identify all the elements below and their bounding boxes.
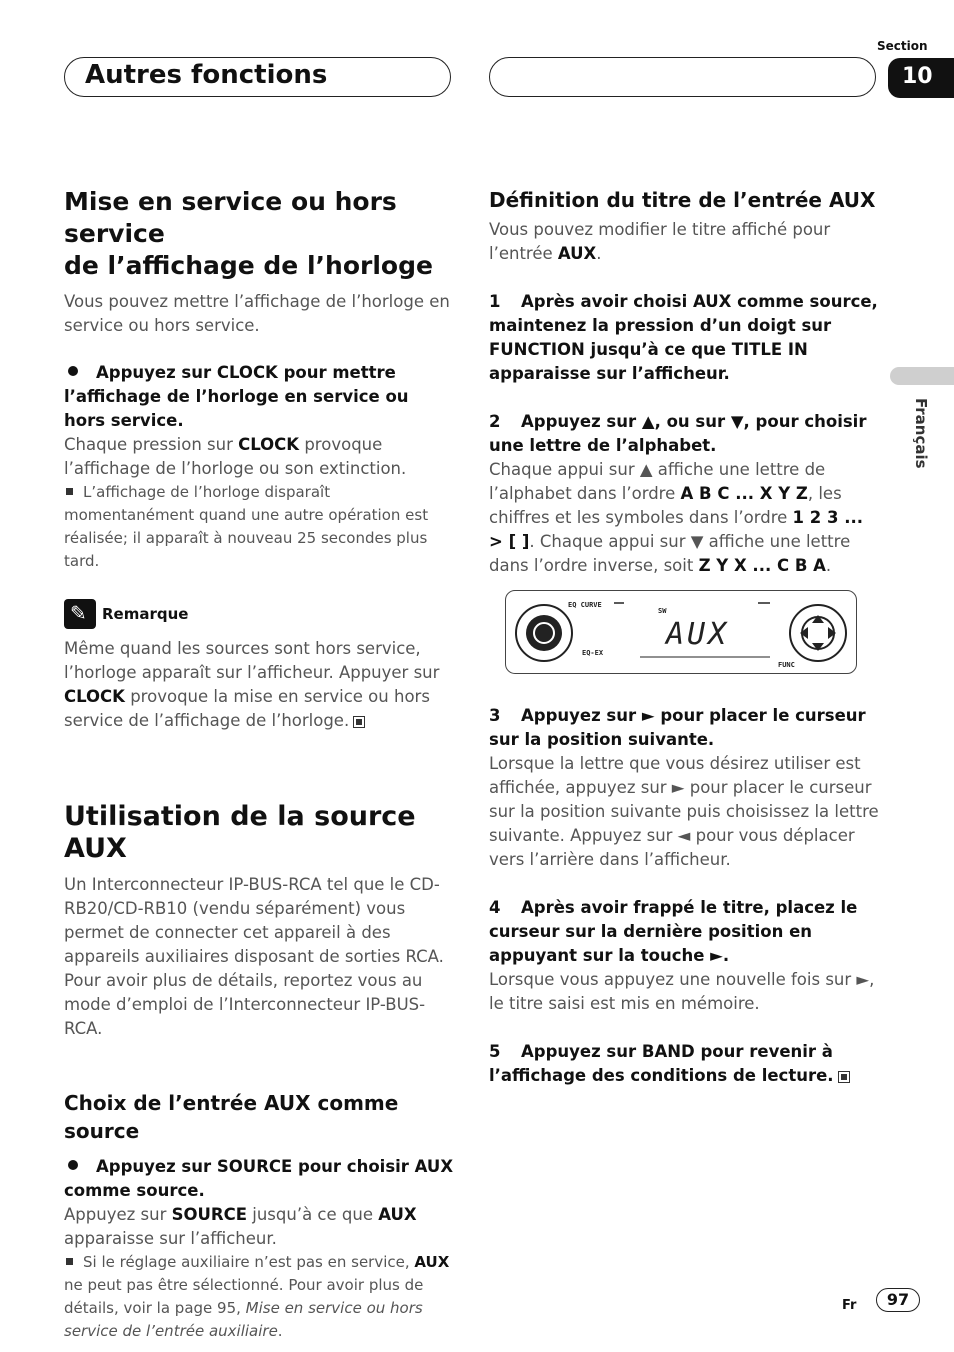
choice-desc-bold1: SOURCE: [171, 1205, 248, 1224]
note-square-icon: [66, 488, 73, 495]
clock-title-line2: de l’affichage de l’horloge: [64, 251, 433, 280]
step-2-text: Appuyez sur ▲, ou sur ▼, pour choisir une lettre de l’alphabet.: [489, 412, 867, 455]
clock-step: [64, 361, 454, 433]
section-number: 10: [888, 58, 954, 98]
remark-text: [64, 637, 454, 733]
step-4: [489, 896, 879, 968]
step-1-number: 1: [489, 292, 501, 311]
lcd-main-text: AUX: [666, 617, 730, 652]
step-3-number: 3: [489, 706, 501, 725]
choice-step-text: Appuyez sur SOURCE pour choisir AUX comme source.: [64, 1157, 454, 1200]
page-title: Autres fonctions: [85, 60, 328, 90]
bullet-icon: [68, 366, 78, 376]
step-2: [489, 410, 879, 458]
language-tab: [890, 367, 954, 385]
step-2-desc-d: . Chaque appui sur ▼ affiche une lettre dans l’ordre inverse, soit: [489, 532, 851, 575]
end-mark-icon: [838, 1071, 850, 1083]
aux-intro: Un Interconnecteur IP-BUS-RCA tel que le CD-RB20/CD-RB10 (vendu séparément) vous permet de connecter cet appareil à des appareils auxiliaires disposant de sorties RCA. Pour avoir plus de détails, reportez vous au mode d’emploi de l’Interconnecteur IP-BUS-RCA.: [64, 875, 444, 1038]
step-2-desc-b1: A B C ... X Y Z: [680, 484, 808, 503]
pencil-icon: [64, 599, 96, 629]
step-3: [489, 704, 879, 752]
remark-text-pre: Même quand les sources sont hors service, l’horloge apparaît sur l’afficheur. Appuyer sur: [64, 639, 440, 682]
bullet-icon: [68, 1160, 78, 1170]
step-5: [489, 1040, 879, 1088]
choice-note-bold: AUX: [414, 1253, 450, 1271]
step-4-desc: Lorsque vous appuyez une nouvelle fois sur ►, le titre saisi est mis en mémoire.: [489, 970, 875, 1013]
language-label: Français: [912, 398, 930, 469]
choice-note-post: .: [277, 1322, 283, 1340]
lcd-display-illustration: [505, 590, 857, 674]
choice-step: [64, 1155, 454, 1203]
clock-desc-pre: Chaque pression sur: [64, 435, 239, 454]
clock-desc-bold: CLOCK: [238, 435, 300, 454]
remark-text-post: provoque la mise en service ou hors service de l’affichage de l’horloge.: [64, 687, 430, 730]
choice-desc-mid: jusqu’à ce que: [247, 1205, 379, 1224]
lcd-sw: SW: [658, 607, 667, 615]
clock-intro: Vous pouvez mettre l’affichage de l’horloge en service ou hors service.: [64, 292, 450, 335]
step-4-number: 4: [489, 898, 501, 917]
step-2-number: 2: [489, 412, 501, 431]
aux-section-title: Utilisation de la source AUX: [64, 801, 416, 864]
step-2-desc: [489, 458, 879, 578]
right-column-lower: [489, 704, 879, 1088]
choice-note-mid: ne peut pas être sélectionné. Pour avoir plus de détails, voir la page 95,: [64, 1276, 424, 1317]
left-column: [64, 186, 454, 1343]
remark-text-bold: CLOCK: [64, 687, 125, 706]
end-mark-icon: [353, 716, 365, 728]
section-label: Section: [877, 39, 928, 53]
choice-note-pre: Si le réglage auxiliaire n’est pas en service,: [83, 1253, 415, 1271]
clock-note-text: L’affichage de l’horloge disparaît momentanément quand une autre opération est réalisée; il apparaît à nouveau 25 secondes plus tard.: [64, 483, 429, 570]
right-intro-post: .: [596, 244, 602, 263]
step-2-desc-b2: 1 2 3 ... > [ ]: [489, 508, 863, 551]
lcd-eq-ex: EQ-EX: [582, 649, 604, 657]
step-2-desc-a: Chaque appui sur ▲ affiche une lettre de l’alphabet dans l’ordre: [489, 460, 826, 503]
step-3-desc: Lorsque la lettre que vous désirez utiliser est affichée, appuyez sur ► pour placer le curseur sur la position suivante puis choisissez la lettre suivante. Appuyez sur ◄ pour vous déplacer vers l’arrière dans l’afficheur.: [489, 754, 879, 869]
footer-lang: Fr: [842, 1298, 857, 1313]
step-5-text: Appuyez sur BAND pour revenir à l’affichage des conditions de lecture.: [489, 1042, 834, 1085]
choice-note-italic: Mise en service ou hors service de l’entrée auxiliaire: [64, 1299, 423, 1340]
choice-desc-pre: Appuyez sur: [64, 1205, 172, 1224]
choice-title: Choix de l’entrée AUX comme source: [64, 1091, 399, 1143]
choice-desc-post: apparaisse sur l’afficheur.: [64, 1229, 277, 1248]
choice-note: [64, 1251, 454, 1343]
clock-title-line1: Mise en service ou hors service: [64, 187, 397, 248]
header-empty-box: [489, 57, 876, 97]
step-5-number: 5: [489, 1042, 501, 1061]
choice-desc: [64, 1203, 454, 1251]
page-number: 97: [876, 1288, 920, 1312]
right-intro: [489, 218, 879, 266]
step-3-text: Appuyez sur ► pour placer le curseur sur la position suivante.: [489, 706, 866, 749]
clock-note: [64, 481, 454, 573]
choice-desc-bold2: AUX: [378, 1205, 417, 1224]
step-2-desc-c: , les chiffres et les symboles dans l’ordre: [489, 484, 842, 527]
right-column: [489, 186, 879, 578]
step-2-desc-b3: Z Y X ... C B A: [698, 556, 826, 575]
note-square-icon: [66, 1258, 73, 1265]
clock-desc-post: provoque l’affichage de l’horloge ou son extinction.: [64, 435, 407, 478]
step-2-desc-e: .: [825, 556, 832, 575]
step-4-text: Après avoir frappé le titre, placez le curseur sur la dernière position en appuyant sur la touche ►.: [489, 898, 858, 965]
clock-step-text: Appuyez sur CLOCK pour mettre l’affichage de l’horloge en service ou hors service.: [64, 363, 409, 430]
lcd-func: FUNC: [778, 661, 795, 669]
clock-section-title: [64, 186, 454, 282]
right-intro-bold: AUX: [557, 244, 597, 263]
lcd-eq-curve: EQ CURVE: [568, 601, 602, 609]
step-1-text: Après avoir choisi AUX comme source, maintenez la pression d’un doigt sur FUNCTION jusqu’à ce que TITLE IN apparaisse sur l’afficheur.: [489, 292, 878, 383]
clock-desc: [64, 433, 454, 481]
right-title: Définition du titre de l’entrée AUX: [489, 188, 876, 212]
right-intro-pre: Vous pouvez modifier le titre affiché pour l’entrée: [489, 220, 831, 263]
remark-header: [64, 599, 454, 629]
step-1: [489, 290, 879, 386]
header-title-box: [64, 57, 451, 97]
remark-label: Remarque: [102, 605, 189, 623]
